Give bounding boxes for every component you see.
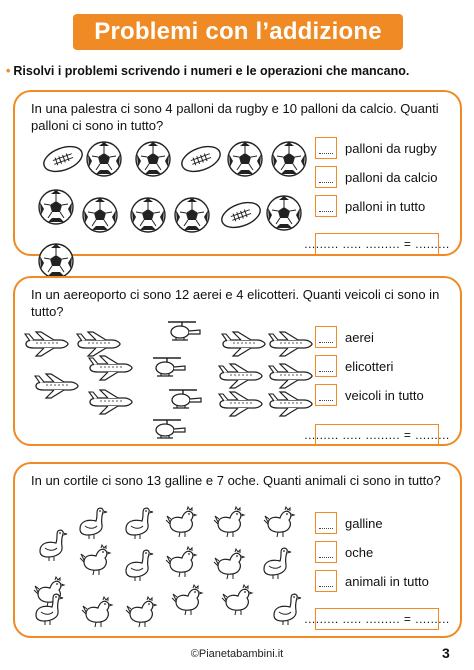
football-ball-icon (173, 196, 211, 234)
answer-list (315, 137, 438, 224)
footer-credit: ©Pianetabambini.it (190, 648, 284, 660)
football-ball-icon (265, 194, 303, 232)
airplane-icon (267, 332, 313, 356)
hen-icon (82, 596, 114, 628)
answer-label: palloni da calcio (345, 169, 438, 185)
hen-icon (264, 506, 296, 538)
answer-row (315, 512, 429, 534)
football-ball-icon (37, 188, 75, 226)
instruction (6, 64, 470, 78)
answer-box[interactable] (315, 166, 337, 188)
hen-icon (214, 548, 246, 580)
answer-row (315, 384, 424, 406)
answer-label: animali in tutto (345, 573, 429, 589)
goose-icon (76, 506, 108, 540)
equation-box[interactable]: ......... ..... ......... = ......... (315, 424, 439, 446)
hen-icon (214, 506, 246, 538)
page-title: Problemi con l’addizione (94, 18, 382, 45)
problem-card-3 (13, 462, 462, 638)
airplane-icon (23, 332, 69, 356)
answer-label: oche (345, 544, 374, 560)
football-ball-icon (85, 140, 123, 178)
answer-list (315, 512, 429, 599)
answer-box[interactable] (315, 355, 337, 377)
answer-row (315, 541, 429, 563)
football-ball-icon (226, 140, 264, 178)
airplane-icon (267, 392, 313, 416)
answer-box[interactable] (315, 384, 337, 406)
answer-list (315, 326, 424, 413)
goose-icon (36, 528, 68, 562)
answer-row (315, 137, 438, 159)
answer-label: veicoli in tutto (345, 387, 424, 403)
football-ball-icon (129, 196, 167, 234)
answer-box[interactable] (315, 541, 337, 563)
hen-icon (80, 544, 112, 576)
airplane-icon (33, 374, 79, 398)
answer-row (315, 355, 424, 377)
goose-icon (260, 546, 292, 580)
goose-icon (32, 592, 64, 626)
airplane-icon (220, 332, 266, 356)
football-ball-icon (81, 196, 119, 234)
title-banner (73, 14, 403, 50)
answer-label: palloni in tutto (345, 198, 426, 214)
hen-icon (172, 584, 204, 616)
helicopter-icon (163, 388, 203, 412)
hen-icon (166, 546, 198, 578)
answer-box[interactable] (315, 195, 337, 217)
equation-box[interactable]: ......... ..... ......... = ......... (315, 233, 439, 255)
problem-text: In un aereoporto ci sono 12 aerei e 4 elicotteri. Quanti veicoli ci sono in tutto? (31, 287, 440, 319)
hen-icon (166, 506, 198, 538)
goose-icon (122, 506, 154, 540)
airplane-icon (75, 332, 121, 356)
football-ball-icon (270, 140, 308, 178)
answer-row (315, 195, 438, 217)
rugby-ball-icon (41, 144, 85, 174)
helicopter-icon (147, 418, 187, 442)
answer-row (315, 570, 429, 592)
answer-label: galline (345, 515, 383, 531)
answer-box[interactable] (315, 570, 337, 592)
goose-icon (122, 548, 154, 582)
answer-label: aerei (345, 329, 374, 345)
helicopter-icon (162, 320, 202, 344)
airplane-icon (87, 390, 133, 414)
problem-card-2 (13, 276, 462, 446)
football-ball-icon (37, 242, 75, 280)
page-number: 3 (442, 645, 450, 661)
helicopter-icon (147, 356, 187, 380)
answer-row (315, 326, 424, 348)
goose-icon (270, 592, 302, 626)
answer-box[interactable] (315, 326, 337, 348)
problem-text: In un cortile ci sono 13 galline e 7 oche. Quanti animali ci sono in tutto? (31, 473, 441, 488)
answer-label: elicotteri (345, 358, 394, 374)
problem-card-1 (13, 90, 462, 256)
airplane-icon (217, 392, 263, 416)
equation-box[interactable]: ......... ..... ......... = ......... (315, 608, 439, 630)
hen-icon (126, 596, 158, 628)
answer-box[interactable] (315, 137, 337, 159)
problem-text: In una palestra ci sono 4 palloni da rugby e 10 palloni da calcio. Quanti palloni ci sono in tutto? (31, 101, 439, 133)
airplane-icon (217, 364, 263, 388)
instruction-text: Risolvi i problemi scrivendo i numeri e le operazioni che mancano. (13, 64, 410, 78)
airplane-icon (87, 356, 133, 380)
answer-row (315, 166, 438, 188)
answer-label: palloni da rugby (345, 140, 437, 156)
hen-icon (222, 584, 254, 616)
rugby-ball-icon (179, 144, 223, 174)
football-ball-icon (134, 140, 172, 178)
answer-box[interactable] (315, 512, 337, 534)
rugby-ball-icon (219, 200, 263, 230)
airplane-icon (267, 364, 313, 388)
bullet-icon: • (6, 64, 11, 78)
